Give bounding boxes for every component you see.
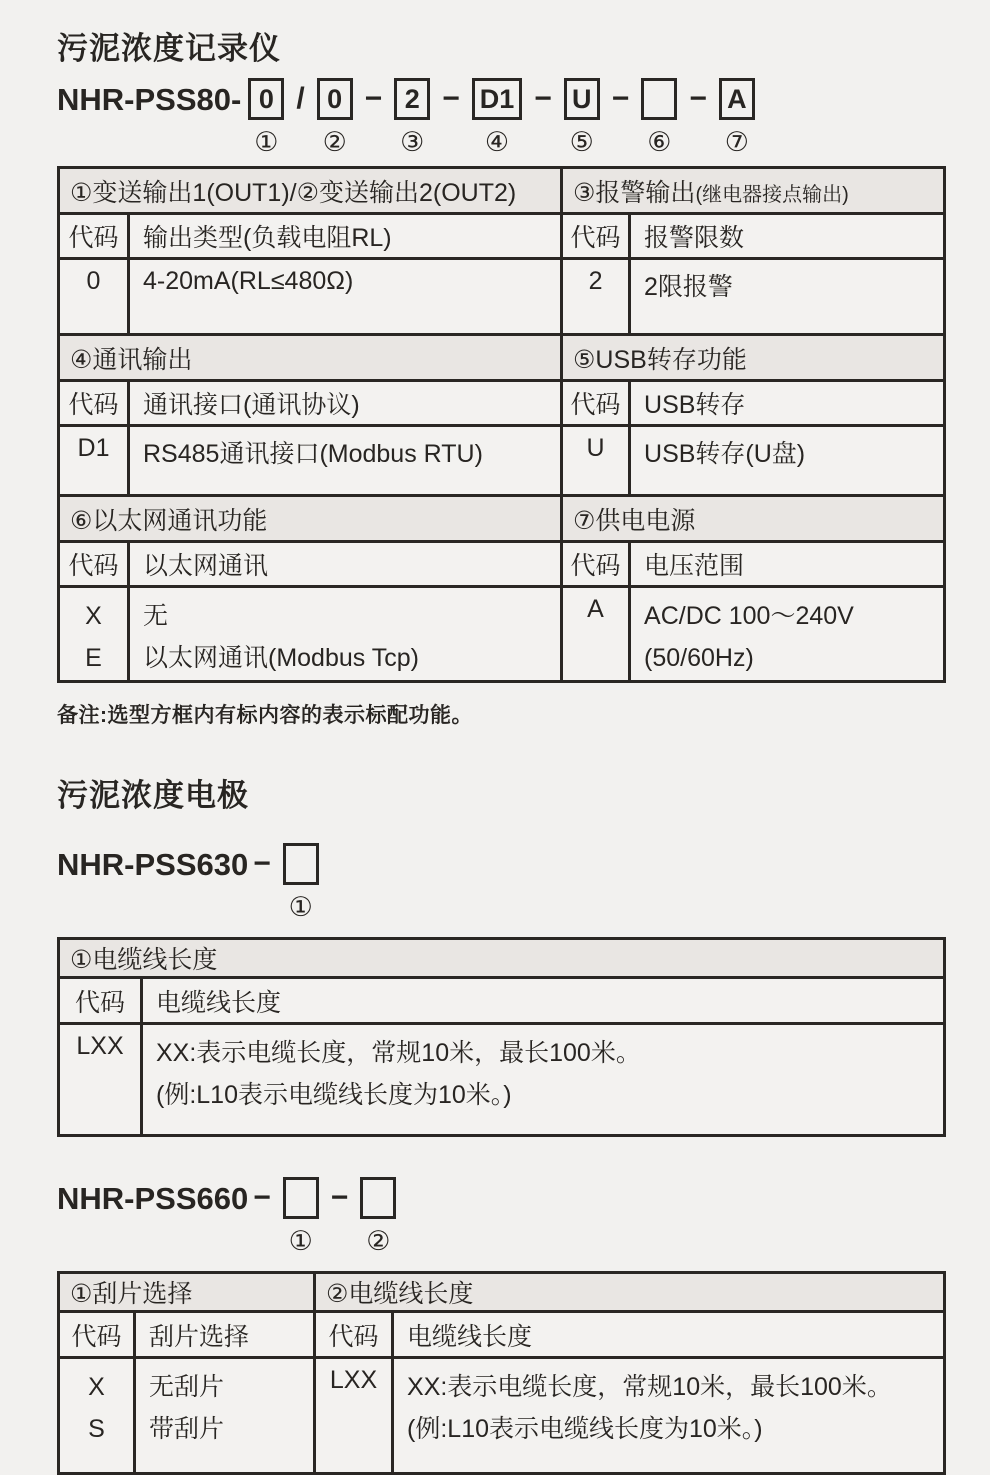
circled-number-1: ①	[254, 127, 279, 157]
model-position-1	[248, 78, 284, 157]
code-value: D1	[59, 426, 129, 496]
code-description-stack	[142, 1024, 945, 1136]
code-box-4: D1	[472, 78, 523, 120]
header-alarm-output-paren: (继电器接点输出)	[695, 183, 849, 206]
code-description-stack	[135, 1358, 315, 1474]
column-label: 刮片选择	[135, 1312, 315, 1358]
code-value-stack	[59, 1358, 135, 1474]
model-position-3	[394, 78, 430, 157]
section-header-row-2	[59, 335, 945, 381]
code-description: USB转存(U盘)	[630, 426, 945, 496]
separator-dash: −	[364, 82, 383, 115]
code-label: 代码	[59, 381, 129, 426]
code-description-line-1: AC/DC 100～240V	[644, 602, 854, 630]
column-label: 通讯接口(通讯协议)	[129, 381, 562, 426]
data-row-3	[59, 587, 945, 682]
header-usb-function: ⑤USB转存功能	[562, 335, 945, 381]
header-scraper-select: ①刮片选择	[59, 1273, 315, 1312]
header-alarm-output-main: ③报警输出	[573, 178, 696, 207]
circled-number-7: ⑦	[724, 127, 749, 157]
code-description: 以太网通讯(Modbus Tcp)	[143, 644, 419, 672]
code-box-7: A	[719, 78, 755, 120]
code-value: LXX	[59, 1024, 142, 1136]
code-description-line-2: (50/60Hz)	[644, 644, 754, 672]
column-label: 输出类型(负载电阻RL)	[129, 214, 562, 259]
header-transmit-output: ①变送输出1(OUT1)/②变送输出2(OUT2)	[59, 168, 562, 214]
code-description: 无	[143, 602, 169, 630]
code-value: A	[562, 587, 630, 682]
code-description-stack	[393, 1358, 945, 1474]
data-row	[59, 1024, 945, 1136]
code-description: RS485通讯接口(Modbus RTU)	[129, 426, 562, 496]
code-box-6-empty	[641, 78, 677, 120]
circled-number-4: ④	[484, 127, 510, 157]
section-header-row	[59, 1273, 945, 1312]
subheader-row-3	[59, 542, 945, 587]
column-label: 报警限数	[630, 214, 945, 259]
separator-dash: −	[442, 82, 460, 115]
circled-number-1: ①	[288, 892, 313, 922]
circled-number-2: ②	[322, 127, 347, 157]
model-position-4	[472, 78, 523, 157]
code-value: X	[88, 1373, 105, 1401]
column-label: 电缆线长度	[142, 978, 945, 1024]
code-description: 带刮片	[149, 1415, 225, 1443]
code-box-1: 0	[248, 78, 284, 120]
separator-dash: −	[611, 82, 630, 115]
code-box-empty	[283, 1177, 319, 1219]
code-description: 2限报警	[630, 259, 945, 335]
code-label: 代码	[59, 978, 142, 1024]
code-label: 代码	[315, 1312, 393, 1358]
header-comm-output: ④通讯输出	[59, 335, 562, 381]
pss660-selection-table	[57, 1271, 946, 1475]
recorder-title: 污泥浓度记录仪	[57, 31, 281, 66]
recorder-model-line	[57, 78, 943, 166]
code-value: U	[562, 426, 630, 496]
electrode-title: 污泥浓度电极	[57, 778, 249, 813]
pss660-position-2	[360, 1177, 396, 1256]
code-description: 无刮片	[149, 1373, 225, 1401]
model-position-7	[719, 78, 755, 157]
pss660-model-line	[57, 1177, 943, 1261]
data-row	[59, 1358, 945, 1474]
code-box-empty	[360, 1177, 396, 1219]
code-description-stack	[129, 587, 562, 682]
code-value: 2	[562, 259, 630, 335]
code-value: E	[85, 644, 102, 672]
model-position-6	[641, 78, 677, 157]
pss630-selection-table	[57, 937, 946, 1137]
code-value: LXX	[315, 1358, 393, 1474]
subheader-row-1	[59, 214, 945, 259]
column-label: 以太网通讯	[129, 542, 562, 587]
code-label: 代码	[562, 542, 630, 587]
section-header-row	[59, 939, 945, 978]
code-box-empty	[283, 843, 319, 885]
header-alarm-output	[562, 168, 945, 214]
code-label: 代码	[562, 214, 630, 259]
code-box-5: U	[564, 78, 600, 120]
subheader-row	[59, 1312, 945, 1358]
subheader-row-2	[59, 381, 945, 426]
pss660-position-1	[283, 1177, 319, 1256]
header-ethernet-function: ⑥以太网通讯功能	[59, 496, 562, 542]
code-value: 0	[59, 259, 129, 335]
code-label: 代码	[59, 542, 129, 587]
model-position-2	[317, 78, 353, 157]
subheader-row	[59, 978, 945, 1024]
separator-dash: −	[534, 82, 552, 115]
code-box-3: 2	[394, 78, 430, 120]
selection-note: 备注:选型方框内有标内容的表示标配功能。	[57, 704, 473, 727]
section-header-row-1	[59, 168, 945, 214]
circled-number-5: ⑤	[569, 127, 594, 157]
code-description-line-2: (例:L10表示电缆线长度为10米。)	[156, 1081, 512, 1109]
recorder-model-prefix: NHR-PSS80-	[57, 82, 242, 117]
pss630-model-prefix: NHR-PSS630	[57, 847, 249, 882]
header-power-supply: ⑦供电电源	[562, 496, 945, 542]
pss630-model-line	[57, 843, 943, 927]
pss660-model-prefix: NHR-PSS660	[57, 1181, 249, 1216]
separator-slash: /	[296, 82, 305, 115]
model-position-5	[564, 78, 600, 157]
code-description-line-1: XX:表示电缆长度，常规10米，最长100米。	[407, 1373, 892, 1401]
column-label: 电缆线长度	[393, 1312, 945, 1358]
circled-number-2: ②	[366, 1226, 391, 1256]
header-cable-length: ①电缆线长度	[59, 939, 945, 978]
code-label: 代码	[59, 1312, 135, 1358]
circled-number-3: ③	[400, 127, 425, 157]
code-value: X	[85, 602, 102, 630]
code-label: 代码	[59, 214, 129, 259]
code-value: S	[88, 1415, 105, 1443]
data-row-1	[59, 259, 945, 335]
data-row-2	[59, 426, 945, 496]
pss630-position-1	[283, 843, 319, 922]
code-description-line-1: XX:表示电缆长度，常规10米，最长100米。	[156, 1039, 641, 1067]
code-description: 4-20mA(RL≤480Ω)	[129, 259, 562, 335]
separator-dash: −	[330, 1181, 349, 1214]
separator-dash: −	[689, 82, 707, 115]
header-cable-length: ②电缆线长度	[315, 1273, 945, 1312]
code-description-line-2: (例:L10表示电缆线长度为10米。)	[407, 1415, 763, 1443]
column-label: 电压范围	[630, 542, 945, 587]
separator-dash: −	[253, 847, 271, 880]
separator-dash: −	[253, 1181, 271, 1214]
circled-number-6: ⑥	[647, 127, 672, 157]
code-description-stack	[630, 587, 945, 682]
column-label: USB转存	[630, 381, 945, 426]
code-value-stack	[59, 587, 129, 682]
circled-number-1: ①	[288, 1226, 313, 1256]
section-header-row-3	[59, 496, 945, 542]
code-label: 代码	[562, 381, 630, 426]
recorder-selection-table	[57, 166, 946, 683]
code-box-2: 0	[317, 78, 353, 120]
